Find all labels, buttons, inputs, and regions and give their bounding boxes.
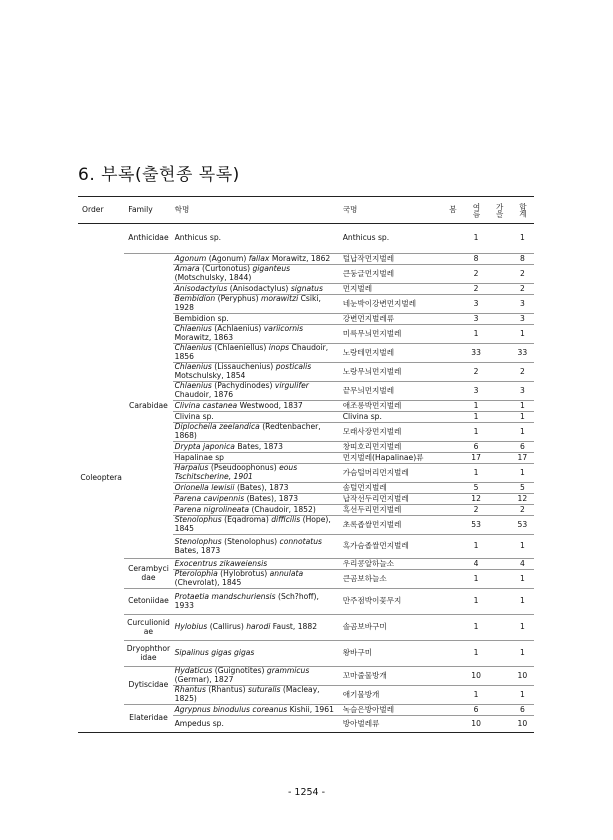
spring-count: [441, 325, 464, 344]
korean-name: 흑가슴좁쌀먼지벌레: [341, 535, 442, 559]
scientific-name: Exocentrus zikaweiensis: [173, 559, 341, 570]
summer-count: 1: [465, 641, 488, 667]
korean-name: 만주점박이꽃무지: [341, 589, 442, 615]
summer-count: 4: [465, 559, 488, 570]
table-row: [78, 589, 534, 615]
spring-count: [441, 686, 464, 705]
family-cell: Curculionidae: [124, 615, 172, 641]
summer-count: 6: [465, 705, 488, 716]
scientific-name: Chlaenius (Chlaeniellus) inops Chaudoir, 1856: [173, 344, 341, 363]
header-total: 합계: [511, 197, 534, 224]
autumn-count: [488, 412, 511, 423]
summer-count: 1: [465, 224, 488, 254]
autumn-count: [488, 453, 511, 464]
summer-count: 3: [465, 314, 488, 325]
autumn-count: [488, 401, 511, 412]
scientific-name: Parena cavipennis (Bates), 1873: [173, 494, 341, 505]
autumn-count: [488, 505, 511, 516]
korean-name: 왕바구미: [341, 641, 442, 667]
spring-count: [441, 224, 464, 254]
spring-count: [441, 344, 464, 363]
spring-count: [441, 535, 464, 559]
spring-count: [441, 453, 464, 464]
total-count: 2: [511, 284, 534, 295]
total-count: 1: [511, 535, 534, 559]
autumn-count: [488, 483, 511, 494]
korean-name: 납작선두리먼지벌레: [341, 494, 442, 505]
autumn-count: [488, 559, 511, 570]
total-count: 2: [511, 363, 534, 382]
header-autumn: 가을: [488, 197, 511, 224]
total-count: 6: [511, 705, 534, 716]
summer-count: 1: [465, 401, 488, 412]
header-korean-name: 국명: [341, 197, 442, 224]
korean-name: 애기물방개: [341, 686, 442, 705]
summer-count: 53: [465, 516, 488, 535]
korean-name: 꼬마줄물방개: [341, 667, 442, 686]
total-count: 1: [511, 589, 534, 615]
korean-name: 먼지벌레(Hapalinae)류: [341, 453, 442, 464]
autumn-count: [488, 464, 511, 483]
korean-name: 녹슬은방아벌레: [341, 705, 442, 716]
total-count: 1: [511, 401, 534, 412]
scientific-name: Diplocheila zeelandica (Redtenbacher, 1868): [173, 423, 341, 442]
korean-name: 창띠호리먼지벌레: [341, 442, 442, 453]
korean-name: 솜털먼지벌레: [341, 483, 442, 494]
spring-count: [441, 716, 464, 733]
header-row: [78, 197, 534, 224]
autumn-count: [488, 535, 511, 559]
table-row: [78, 559, 534, 570]
autumn-count: [488, 423, 511, 442]
spring-count: [441, 641, 464, 667]
summer-count: 2: [465, 265, 488, 284]
total-count: 2: [511, 265, 534, 284]
summer-count: 33: [465, 344, 488, 363]
korean-name: 강변먼지벌레류: [341, 314, 442, 325]
autumn-count: [488, 295, 511, 314]
total-count: 4: [511, 559, 534, 570]
scientific-name: Sipalinus gigas gigas: [173, 641, 341, 667]
scientific-name: Protaetia mandschuriensis (Sch?hoff), 1933: [173, 589, 341, 615]
summer-count: 1: [465, 535, 488, 559]
total-count: 1: [511, 570, 534, 589]
spring-count: [441, 559, 464, 570]
family-cell: Elateridae: [124, 705, 172, 733]
summer-count: 3: [465, 295, 488, 314]
summer-count: 1: [465, 615, 488, 641]
scientific-name: Drypta japonica Bates, 1873: [173, 442, 341, 453]
korean-name: Clivina sp.: [341, 412, 442, 423]
scientific-name: Chlaenius (Lissauchenius) posticalis Motschulsky, 1854: [173, 363, 341, 382]
table-row: [78, 224, 534, 254]
total-count: 1: [511, 641, 534, 667]
total-count: 53: [511, 516, 534, 535]
autumn-count: [488, 382, 511, 401]
autumn-count: [488, 494, 511, 505]
spring-count: [441, 363, 464, 382]
korean-name: 초록좁쌀먼지벌레: [341, 516, 442, 535]
scientific-name: Hylobius (Callirus) harodi Faust, 1882: [173, 615, 341, 641]
total-count: 3: [511, 295, 534, 314]
total-count: 33: [511, 344, 534, 363]
scientific-name: Chlaenius (Achlaenius) variicornis Morawitz, 1863: [173, 325, 341, 344]
scientific-name: Pterolophia (Hylobrotus) annulata (Chevrolat), 1845: [173, 570, 341, 589]
scientific-name: Hydaticus (Guignotites) grammicus (Germar), 1827: [173, 667, 341, 686]
total-count: 2: [511, 505, 534, 516]
scientific-name: Clivina castanea Westwood, 1837: [173, 401, 341, 412]
scientific-name: Orionella lewisii (Bates), 1873: [173, 483, 341, 494]
korean-name: 노랑테먼지벌레: [341, 344, 442, 363]
table-row: [78, 641, 534, 667]
korean-name: 우리콩알하늘소: [341, 559, 442, 570]
scientific-name: Bembidion sp.: [173, 314, 341, 325]
scientific-name: Agonum (Agonum) fallax Morawitz, 1862: [173, 254, 341, 265]
order-cell: Coleoptera: [78, 224, 124, 733]
summer-count: 1: [465, 570, 488, 589]
autumn-count: [488, 314, 511, 325]
summer-count: 6: [465, 442, 488, 453]
autumn-count: [488, 224, 511, 254]
korean-name: 끝무늬먼지벌레: [341, 382, 442, 401]
summer-count: 1: [465, 412, 488, 423]
autumn-count: [488, 284, 511, 295]
summer-count: 1: [465, 325, 488, 344]
spring-count: [441, 494, 464, 505]
korean-name: 흑선두리먼지벌레: [341, 505, 442, 516]
korean-name: 가슴털머리먼지벌레: [341, 464, 442, 483]
korean-name: 모래사장먼지벌레: [341, 423, 442, 442]
summer-count: 2: [465, 505, 488, 516]
family-cell: Dryophthoridae: [124, 641, 172, 667]
spring-count: [441, 295, 464, 314]
summer-count: 1: [465, 686, 488, 705]
summer-count: 12: [465, 494, 488, 505]
header-summer: 여름: [465, 197, 488, 224]
spring-count: [441, 284, 464, 295]
scientific-name: Agrypnus binodulus coreanus Kishii, 1961: [173, 705, 341, 716]
scientific-name: Bembidion (Peryphus) morawitzi Csiki, 1928: [173, 295, 341, 314]
scientific-name: Harpalus (Pseudoophonus) eous Tschitscherine, 1901: [173, 464, 341, 483]
autumn-count: [488, 325, 511, 344]
page-title: 6. 부록(출현종 목록): [78, 165, 240, 185]
spring-count: [441, 254, 464, 265]
summer-count: 3: [465, 382, 488, 401]
scientific-name: Stenolophus (Eqadroma) difficilis (Hope), 1845: [173, 516, 341, 535]
table-row: [78, 705, 534, 716]
family-cell: Dytiscidae: [124, 667, 172, 705]
total-count: 1: [511, 615, 534, 641]
total-count: 1: [511, 464, 534, 483]
spring-count: [441, 483, 464, 494]
scientific-name: Rhantus (Rhantus) suturalis (Macleay, 1825): [173, 686, 341, 705]
total-count: 1: [511, 423, 534, 442]
korean-name: 애조롱박먼지벌레: [341, 401, 442, 412]
summer-count: 1: [465, 423, 488, 442]
autumn-count: [488, 705, 511, 716]
total-count: 3: [511, 314, 534, 325]
total-count: 3: [511, 382, 534, 401]
spring-count: [441, 667, 464, 686]
family-cell: Cerambycidae: [124, 559, 172, 589]
autumn-count: [488, 667, 511, 686]
summer-count: 8: [465, 254, 488, 265]
total-count: 1: [511, 412, 534, 423]
spring-count: [441, 442, 464, 453]
total-count: 1: [511, 686, 534, 705]
summer-count: 1: [465, 589, 488, 615]
summer-count: 10: [465, 667, 488, 686]
header-family: Family: [124, 197, 172, 224]
spring-count: [441, 516, 464, 535]
scientific-name: Clivina sp.: [173, 412, 341, 423]
spring-count: [441, 589, 464, 615]
autumn-count: [488, 442, 511, 453]
summer-count: 5: [465, 483, 488, 494]
scientific-name: Amara (Curtonotus) giganteus (Motschulsky, 1844): [173, 265, 341, 284]
table-row: [78, 615, 534, 641]
total-count: 1: [511, 325, 534, 344]
autumn-count: [488, 516, 511, 535]
total-count: 10: [511, 667, 534, 686]
species-table: [78, 196, 534, 733]
total-count: 5: [511, 483, 534, 494]
korean-name: 노랑무늬먼지벌레: [341, 363, 442, 382]
scientific-name: Hapalinae sp: [173, 453, 341, 464]
korean-name: Anthicus sp.: [341, 224, 442, 254]
summer-count: 17: [465, 453, 488, 464]
header-scientific-name: 학명: [173, 197, 341, 224]
header-spring: 봄: [441, 197, 464, 224]
scientific-name: Anthicus sp.: [173, 224, 341, 254]
scientific-name: Parena nigrolineata (Chaudoir, 1852): [173, 505, 341, 516]
table-row: [78, 254, 534, 265]
summer-count: 2: [465, 363, 488, 382]
autumn-count: [488, 716, 511, 733]
spring-count: [441, 382, 464, 401]
spring-count: [441, 705, 464, 716]
family-cell: Cetoniidae: [124, 589, 172, 615]
korean-name: 큰곰보하늘소: [341, 570, 442, 589]
autumn-count: [488, 344, 511, 363]
total-count: 10: [511, 716, 534, 733]
spring-count: [441, 505, 464, 516]
spring-count: [441, 615, 464, 641]
spring-count: [441, 265, 464, 284]
autumn-count: [488, 265, 511, 284]
spring-count: [441, 314, 464, 325]
autumn-count: [488, 686, 511, 705]
summer-count: 10: [465, 716, 488, 733]
header-order: Order: [78, 197, 124, 224]
summer-count: 2: [465, 284, 488, 295]
scientific-name: Anisodactylus (Anisodactylus) signatus: [173, 284, 341, 295]
total-count: 6: [511, 442, 534, 453]
table-row: [78, 667, 534, 686]
total-count: 17: [511, 453, 534, 464]
summer-count: 1: [465, 464, 488, 483]
family-cell: Anthicidae: [124, 224, 172, 254]
spring-count: [441, 401, 464, 412]
total-count: 12: [511, 494, 534, 505]
total-count: 1: [511, 224, 534, 254]
page-number: - 1254 -: [287, 787, 326, 798]
spring-count: [441, 412, 464, 423]
spring-count: [441, 423, 464, 442]
autumn-count: [488, 570, 511, 589]
korean-name: 방아벌레류: [341, 716, 442, 733]
scientific-name: Ampedus sp.: [173, 716, 341, 733]
korean-name: 큰둥글먼지벌레: [341, 265, 442, 284]
scientific-name: Stenolophus (Stenolophus) connotatus Bates, 1873: [173, 535, 341, 559]
korean-name: 네눈박이강변먼지벌레: [341, 295, 442, 314]
scientific-name: Chlaenius (Pachydinodes) virgulifer Chaudoir, 1876: [173, 382, 341, 401]
autumn-count: [488, 254, 511, 265]
korean-name: 미륵무늬먼지벌레: [341, 325, 442, 344]
autumn-count: [488, 615, 511, 641]
autumn-count: [488, 589, 511, 615]
autumn-count: [488, 363, 511, 382]
korean-name: 먼지벌레: [341, 284, 442, 295]
spring-count: [441, 570, 464, 589]
family-cell: Carabidae: [124, 254, 172, 559]
korean-name: 솔곰보바구미: [341, 615, 442, 641]
autumn-count: [488, 641, 511, 667]
spring-count: [441, 464, 464, 483]
total-count: 8: [511, 254, 534, 265]
korean-name: 털납작먼지벌레: [341, 254, 442, 265]
